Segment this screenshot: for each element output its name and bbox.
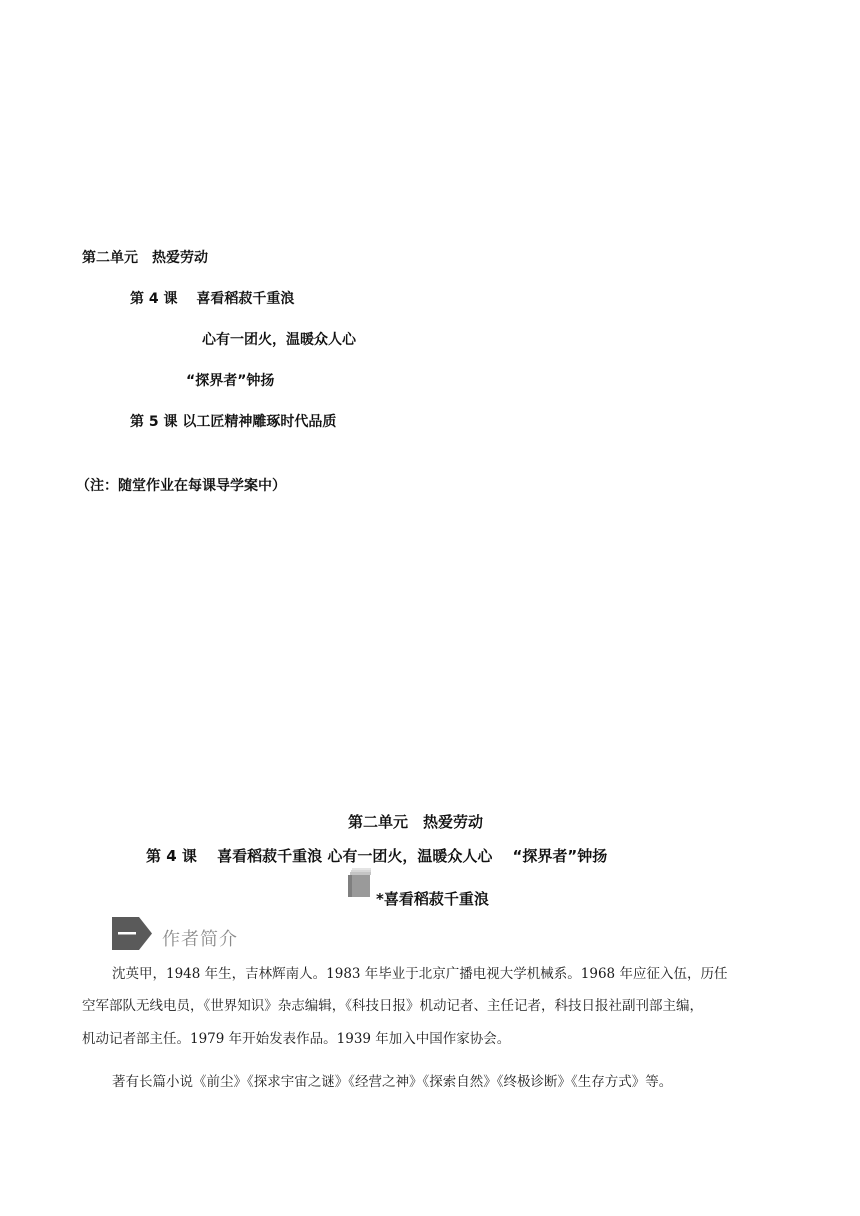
section-title: 作者简介 [162,929,238,950]
paragraph-1-line-3: 机动记者部主任。1979 年开始发表作品。1939 年加入中国作家协会。 [82,1031,511,1047]
toc-note: （注：随堂作业在每课导学案中） [76,478,286,494]
paragraph-1-line-2: 空军部队无线电员，《世界知识》杂志编辑，《科技日报》机动记者、主任记者，科技日报社副刊部主编， [82,998,703,1014]
paragraph-2-line-1: 著有长篇小说《前尘》《探求宇宙之谜》《经营之神》《探索自然》《终极诊断》《生存方式》等。 [112,1074,673,1090]
paragraph-1-line-1: 沈英甲，1948 年生，吉林辉南人。1983 年毕业于北京广播电视大学机械系。1968 年应征入伍，历任 [112,966,728,982]
unit-heading: 第二单元 热爱劳动 [348,813,484,831]
lesson-subtitle: *喜看稻菽千重浪 [376,890,489,908]
toc-lesson-4: 第 4 课 喜看稻菽千重浪 [130,291,295,307]
section-number-badge [112,917,152,950]
toc-unit-title: 第二单元 热爱劳动 [82,250,208,266]
toc-lesson-4-sub-1: 心有一团火，温暖众人心 [202,332,356,348]
book-icon [347,868,373,898]
toc-lesson-5: 第 5 课 以工匠精神雕琢时代品质 [130,414,337,430]
lesson-heading: 第 4 课 喜看稻菽千重浪 心有一团火，温暖众人心 “探界者”钟扬 [146,847,608,865]
toc-lesson-4-sub-2: “探界者”钟扬 [186,373,275,389]
